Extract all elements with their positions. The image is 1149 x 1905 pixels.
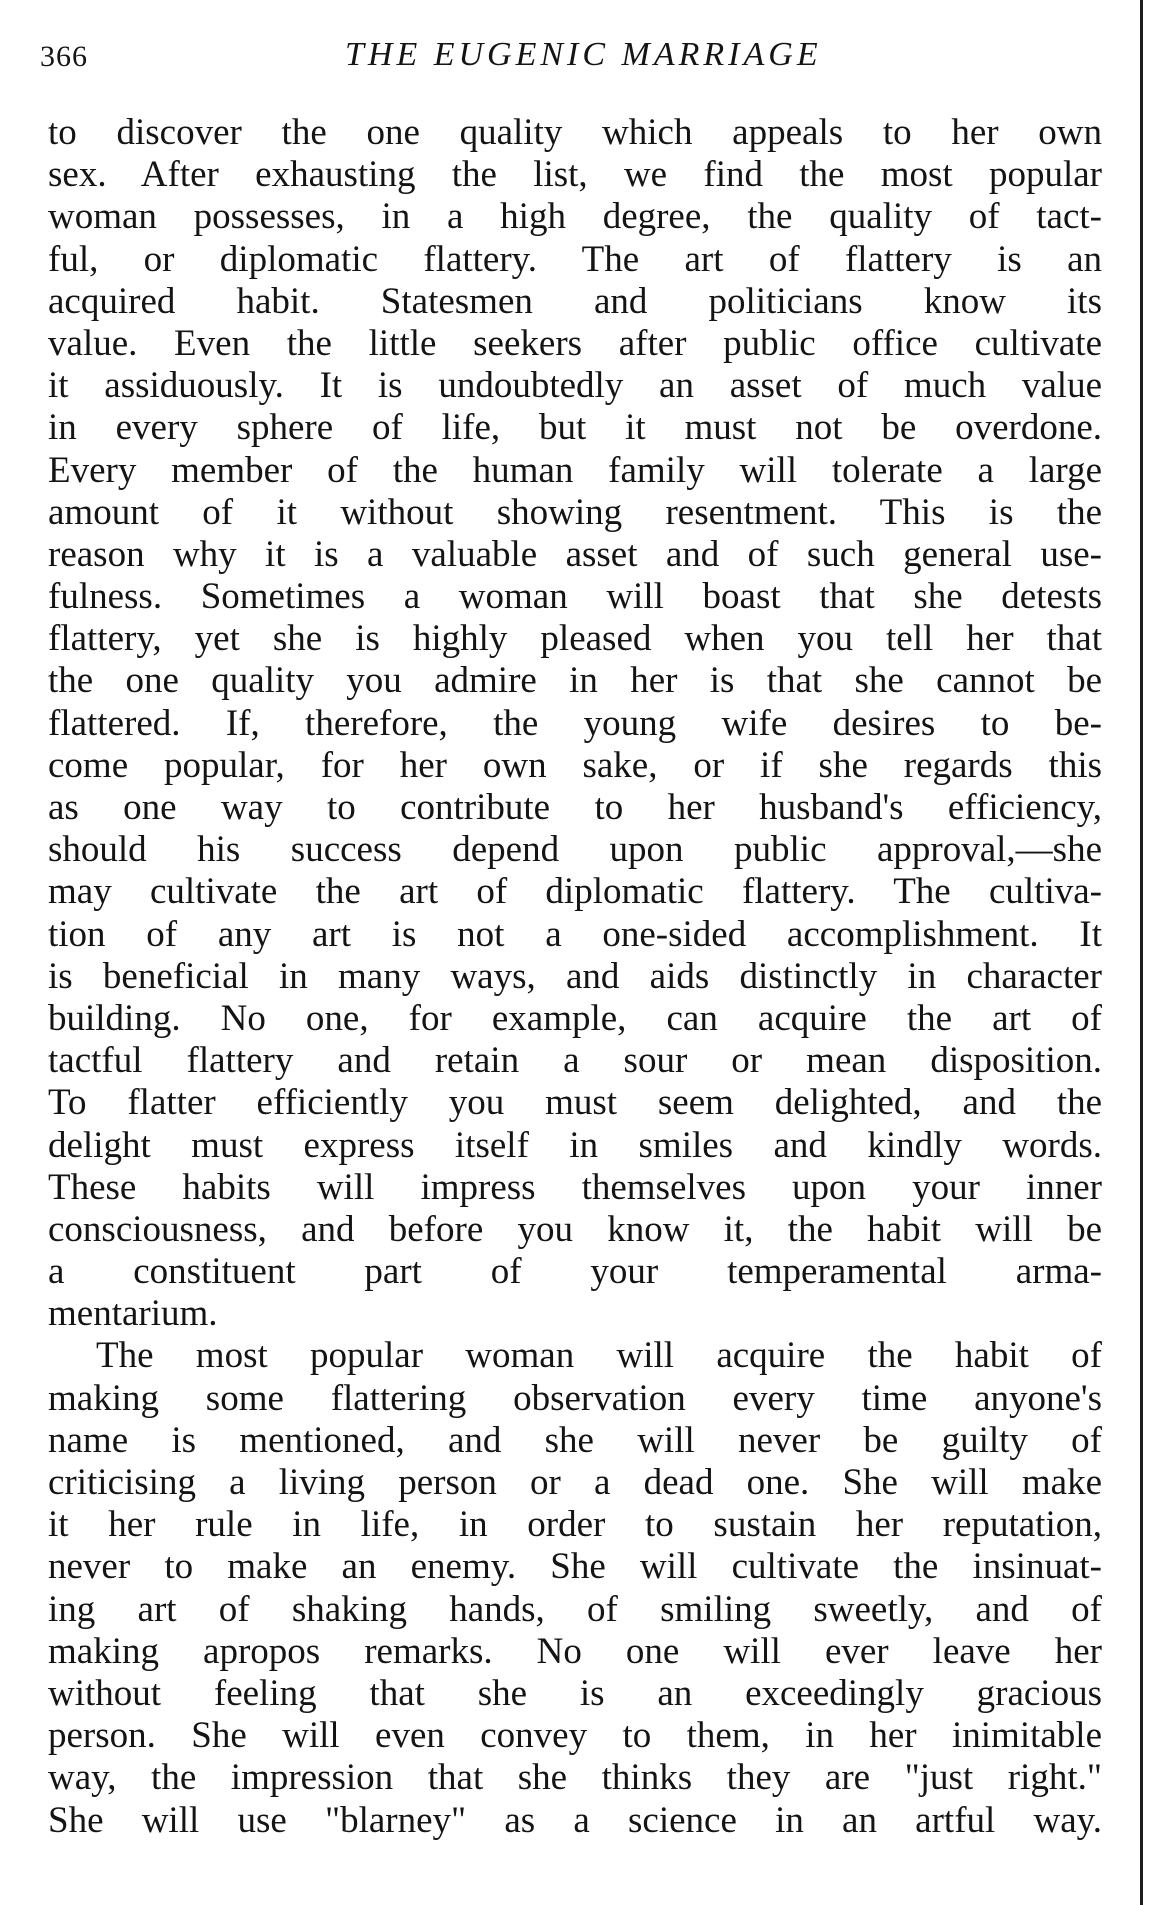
running-title: THE EUGENIC MARRIAGE	[345, 36, 822, 73]
text-line: building. No one, for example, can acquire the art of	[48, 997, 1102, 1039]
text-line: These habits will impress themselves upon your inner	[48, 1166, 1102, 1208]
text-line: ful, or diplomatic flattery. The art of flattery is an	[48, 238, 1102, 280]
text-line: criticising a living person or a dead one. She will make	[48, 1462, 1102, 1503]
text-line: mentarium.	[48, 1293, 218, 1335]
text-line: it her rule in life, in order to sustain her reputation,	[48, 1504, 1102, 1546]
text-line: She will use "blarney" as a science in an artful way.	[48, 1799, 1102, 1841]
text-line: flattered. If, therefore, the young wife desires to be-	[48, 702, 1102, 744]
text-line: is beneficial in many ways, and aids distinctly in character	[48, 955, 1102, 997]
page-number: 366	[40, 40, 88, 73]
text-line: tion of any art is not a one-sided accomplishment. It	[48, 913, 1102, 955]
text-line: delight must express itself in smiles and kindly words.	[48, 1124, 1102, 1166]
text-line: it assiduously. It is undoubtedly an asset of much value	[48, 365, 1102, 407]
text-line: To flatter efficiently you must seem delighted, and the	[48, 1082, 1102, 1124]
text-line: name is mentioned, and she will never be guilty of	[48, 1419, 1102, 1461]
text-line: consciousness, and before you know it, the habit will be	[48, 1208, 1102, 1250]
text-line: reason why it is a valuable asset and of such general use-	[48, 533, 1102, 575]
text-line: woman possesses, in a high degree, the quality of tact-	[48, 196, 1102, 238]
text-line: the one quality you admire in her is that she cannot be	[48, 660, 1102, 702]
paragraph-1	[48, 112, 1102, 1335]
paragraph-2	[48, 1335, 1102, 1841]
text-line: value. Even the little seekers after public office cultivate	[48, 322, 1102, 364]
text-line: come popular, for her own sake, or if she regards this	[48, 744, 1102, 786]
text-line: sex. After exhausting the list, we find the most popular	[48, 154, 1102, 196]
text-line: way, the impression that she thinks they are "just right."	[48, 1757, 1102, 1799]
page-edge-rule	[1140, 0, 1143, 1905]
text-line: making apropos remarks. No one will ever leave her	[48, 1630, 1102, 1672]
text-line: should his success depend upon public approval,—she	[48, 829, 1102, 871]
text-line: to discover the one quality which appeals to her own	[48, 112, 1102, 153]
text-line: as one way to contribute to her husband's efficiency,	[48, 787, 1102, 828]
text-line: Every member of the human family will tolerate a large	[48, 449, 1102, 491]
text-line: The most popular woman will acquire the habit of	[96, 1335, 1102, 1377]
text-line: amount of it without showing resentment. This is the	[48, 491, 1102, 533]
text-line: making some flattering observation every time anyone's	[48, 1377, 1102, 1419]
text-line: ing art of shaking hands, of smiling sweetly, and of	[48, 1588, 1102, 1630]
text-line: flattery, yet she is highly pleased when you tell her that	[48, 618, 1102, 660]
text-line: tactful flattery and retain a sour or mean disposition.	[48, 1040, 1102, 1082]
text-line: may cultivate the art of diplomatic flattery. The cultiva-	[48, 871, 1102, 913]
text-line: person. She will even convey to them, in her inimitable	[48, 1715, 1102, 1757]
text-line: without feeling that she is an exceedingly gracious	[48, 1672, 1102, 1714]
text-line: never to make an enemy. She will cultivate the insinuat-	[48, 1546, 1102, 1588]
page-header	[40, 36, 1100, 80]
text-line: in every sphere of life, but it must not be overdone.	[48, 407, 1102, 449]
body-text	[48, 112, 1102, 1842]
text-line: fulness. Sometimes a woman will boast that she detests	[48, 576, 1102, 618]
text-line: acquired habit. Statesmen and politicians know its	[48, 280, 1102, 322]
text-line: a constituent part of your temperamental arma-	[48, 1251, 1102, 1293]
